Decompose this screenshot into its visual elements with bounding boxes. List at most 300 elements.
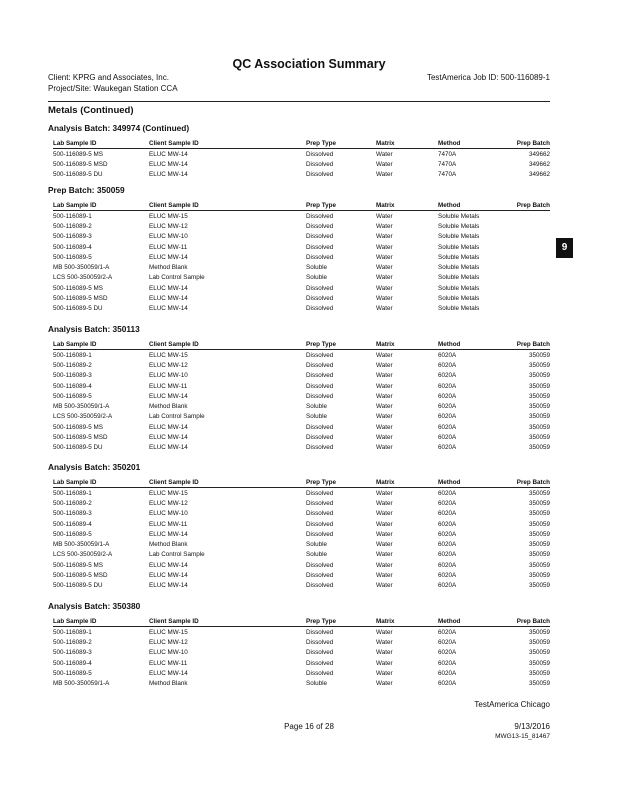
cell-lab: 500-116089-5 MS bbox=[53, 423, 103, 431]
cell-client: ELUC MW-15 bbox=[149, 489, 188, 497]
table-row bbox=[53, 627, 550, 638]
cell-lab: 500-116089-3 bbox=[53, 372, 92, 380]
cell-matrix: Water bbox=[376, 434, 393, 442]
cell-client: ELUC MW-14 bbox=[149, 150, 188, 158]
cell-matrix: Water bbox=[376, 444, 393, 452]
cell-method: 6020A bbox=[438, 382, 457, 390]
cell-prep: Dissolved bbox=[306, 160, 334, 168]
cell-batch: 350059 bbox=[528, 499, 550, 507]
cell-lab: 500-116089-5 MSD bbox=[53, 295, 108, 303]
cell-prep: Dissolved bbox=[306, 305, 334, 313]
cell-prep: Dissolved bbox=[306, 561, 334, 569]
cell-prep: Dissolved bbox=[306, 295, 334, 303]
cell-matrix: Water bbox=[376, 423, 393, 431]
project-site: Project/Site: Waukegan Station CCA bbox=[48, 84, 178, 93]
table-row bbox=[53, 560, 550, 570]
cell-prep: Dissolved bbox=[306, 489, 334, 497]
table-row bbox=[53, 350, 550, 361]
cell-prep: Dissolved bbox=[306, 520, 334, 528]
cell-method: Soluble Metals bbox=[438, 243, 480, 251]
cell-client: ELUC MW-14 bbox=[149, 160, 188, 168]
cell-prep: Dissolved bbox=[306, 510, 334, 518]
cell-matrix: Water bbox=[376, 212, 393, 220]
cell-lab: 500-116089-2 bbox=[53, 361, 92, 369]
cell-prep: Dissolved bbox=[306, 628, 334, 636]
batch-heading: Analysis Batch: 350380 bbox=[48, 601, 141, 611]
cell-matrix: Water bbox=[376, 171, 393, 179]
table-row bbox=[53, 401, 550, 411]
cell-batch: 350059 bbox=[528, 489, 550, 497]
cell-matrix: Water bbox=[376, 372, 393, 380]
cell-method: 6020A bbox=[438, 669, 457, 677]
batch-table bbox=[53, 477, 550, 591]
cell-method: 6020A bbox=[438, 489, 457, 497]
cell-client: ELUC MW-14 bbox=[149, 253, 188, 261]
cell-batch: 350059 bbox=[528, 392, 550, 400]
cell-batch: 350059 bbox=[528, 572, 550, 580]
table-row bbox=[53, 360, 550, 370]
cell-lab: 500-116089-5 bbox=[53, 530, 92, 538]
cell-prep: Dissolved bbox=[306, 351, 334, 359]
cell-prep: Dissolved bbox=[306, 649, 334, 657]
table-row bbox=[53, 149, 550, 160]
cell-lab: 500-116089-2 bbox=[53, 222, 92, 230]
cell-client: ELUC MW-15 bbox=[149, 351, 188, 359]
cell-method: Soluble Metals bbox=[438, 222, 480, 230]
column-header-lab: Lab Sample ID bbox=[53, 200, 149, 211]
cell-method: 7470A bbox=[438, 171, 457, 179]
cell-method: 6020A bbox=[438, 392, 457, 400]
table-row bbox=[53, 170, 550, 180]
cell-client: ELUC MW-14 bbox=[149, 284, 188, 292]
table-row bbox=[53, 221, 550, 231]
cell-client: ELUC MW-14 bbox=[149, 295, 188, 303]
cell-client: ELUC MW-14 bbox=[149, 530, 188, 538]
column-header-batch: Prep Batch bbox=[504, 616, 550, 627]
column-header-prep: Prep Type bbox=[306, 200, 376, 211]
cell-method: 7470A bbox=[438, 150, 457, 158]
cell-batch bbox=[504, 293, 550, 303]
table-row bbox=[53, 262, 550, 272]
cell-batch bbox=[504, 221, 550, 231]
column-header-client: Client Sample ID bbox=[149, 477, 306, 488]
cell-batch: 350059 bbox=[528, 423, 550, 431]
cell-prep: Soluble bbox=[306, 264, 328, 272]
cell-client: ELUC MW-14 bbox=[149, 561, 188, 569]
table-row bbox=[53, 391, 550, 401]
cell-lab: 500-116089-5 MS bbox=[53, 284, 103, 292]
cell-client: ELUC MW-10 bbox=[149, 649, 188, 657]
column-header-matrix: Matrix bbox=[376, 138, 438, 149]
cell-batch: 350059 bbox=[528, 510, 550, 518]
cell-lab: 500-116089-5 MSD bbox=[53, 572, 108, 580]
cell-lab: MB 500-350059/1-A bbox=[53, 680, 110, 688]
cell-method: 6020A bbox=[438, 638, 457, 646]
cell-method: Soluble Metals bbox=[438, 253, 480, 261]
table-row bbox=[53, 550, 550, 560]
cell-batch bbox=[504, 262, 550, 272]
cell-method: 6020A bbox=[438, 423, 457, 431]
cell-method: 6020A bbox=[438, 649, 457, 657]
cell-matrix: Water bbox=[376, 233, 393, 241]
column-header-prep: Prep Type bbox=[306, 477, 376, 488]
cell-batch: 350059 bbox=[528, 561, 550, 569]
cell-matrix: Water bbox=[376, 541, 393, 549]
cell-client: ELUC MW-12 bbox=[149, 361, 188, 369]
cell-prep: Soluble bbox=[306, 413, 328, 421]
cell-client: ELUC MW-14 bbox=[149, 305, 188, 313]
cell-client: ELUC MW-11 bbox=[149, 520, 188, 528]
cell-batch: 350059 bbox=[528, 413, 550, 421]
cell-lab: 500-116089-5 MSD bbox=[53, 160, 108, 168]
cell-matrix: Water bbox=[376, 295, 393, 303]
cell-method: 6020A bbox=[438, 403, 457, 411]
cell-client: ELUC MW-11 bbox=[149, 243, 188, 251]
page-number: Page 16 of 28 bbox=[284, 722, 334, 731]
cell-batch: 350059 bbox=[528, 520, 550, 528]
cell-prep: Soluble bbox=[306, 403, 328, 411]
table-row bbox=[53, 498, 550, 508]
cell-batch: 350059 bbox=[528, 403, 550, 411]
batch-heading: Analysis Batch: 350113 bbox=[48, 324, 140, 334]
column-header-method: Method bbox=[438, 200, 504, 211]
cell-matrix: Water bbox=[376, 561, 393, 569]
cell-prep: Dissolved bbox=[306, 659, 334, 667]
table-row bbox=[53, 509, 550, 519]
cell-matrix: Water bbox=[376, 649, 393, 657]
cell-batch bbox=[504, 304, 550, 314]
cell-matrix: Water bbox=[376, 669, 393, 677]
cell-prep: Dissolved bbox=[306, 212, 334, 220]
table-row bbox=[53, 242, 550, 252]
column-header-lab: Lab Sample ID bbox=[53, 616, 149, 627]
cell-client: Method Blank bbox=[149, 403, 188, 411]
column-header-lab: Lab Sample ID bbox=[53, 138, 149, 149]
cell-client: ELUC MW-14 bbox=[149, 572, 188, 580]
table-row bbox=[53, 422, 550, 432]
table-row bbox=[53, 412, 550, 422]
cell-lab: 500-116089-5 DU bbox=[53, 305, 103, 313]
cell-lab: 500-116089-4 bbox=[53, 659, 92, 667]
cell-client: ELUC MW-15 bbox=[149, 628, 188, 636]
cell-lab: 500-116089-1 bbox=[53, 628, 92, 636]
table-row bbox=[53, 668, 550, 678]
cell-batch: 349662 bbox=[528, 150, 550, 158]
cell-method: Soluble Metals bbox=[438, 295, 480, 303]
cell-method: Soluble Metals bbox=[438, 264, 480, 272]
cell-batch: 350059 bbox=[528, 680, 550, 688]
cell-client: ELUC MW-10 bbox=[149, 510, 188, 518]
cell-matrix: Water bbox=[376, 253, 393, 261]
cell-lab: 500-116089-5 MS bbox=[53, 561, 103, 569]
column-header-method: Method bbox=[438, 339, 504, 350]
cell-method: 6020A bbox=[438, 361, 457, 369]
cell-batch: 350059 bbox=[528, 541, 550, 549]
cell-batch bbox=[504, 211, 550, 222]
cell-method: 6020A bbox=[438, 628, 457, 636]
cell-prep: Dissolved bbox=[306, 499, 334, 507]
cell-lab: 500-116089-5 DU bbox=[53, 444, 103, 452]
column-header-method: Method bbox=[438, 616, 504, 627]
cell-client: Method Blank bbox=[149, 680, 188, 688]
cell-client: ELUC MW-11 bbox=[149, 659, 188, 667]
cell-lab: 500-116089-3 bbox=[53, 510, 92, 518]
cell-prep: Dissolved bbox=[306, 392, 334, 400]
cell-method: 6020A bbox=[438, 572, 457, 580]
cell-method: Soluble Metals bbox=[438, 284, 480, 292]
cell-method: 6020A bbox=[438, 351, 457, 359]
cell-prep: Dissolved bbox=[306, 382, 334, 390]
cell-matrix: Water bbox=[376, 499, 393, 507]
cell-method: 6020A bbox=[438, 510, 457, 518]
cell-batch: 350059 bbox=[528, 628, 550, 636]
batch-table bbox=[53, 339, 550, 453]
table-row bbox=[53, 273, 550, 283]
cell-matrix: Water bbox=[376, 382, 393, 390]
cell-prep: Dissolved bbox=[306, 222, 334, 230]
cell-client: Lab Control Sample bbox=[149, 274, 205, 282]
table-row bbox=[53, 252, 550, 262]
cell-lab: 500-116089-2 bbox=[53, 638, 92, 646]
table-row bbox=[53, 519, 550, 529]
cell-batch: 349662 bbox=[528, 171, 550, 179]
cell-lab: LCS 500-350059/2-A bbox=[53, 551, 113, 559]
cell-batch: 350059 bbox=[528, 659, 550, 667]
cell-client: ELUC MW-10 bbox=[149, 372, 188, 380]
table-row bbox=[53, 529, 550, 539]
cell-client: ELUC MW-14 bbox=[149, 392, 188, 400]
column-header-lab: Lab Sample ID bbox=[53, 339, 149, 350]
column-header-client: Client Sample ID bbox=[149, 138, 306, 149]
cell-matrix: Water bbox=[376, 150, 393, 158]
cell-method: Soluble Metals bbox=[438, 212, 480, 220]
column-header-matrix: Matrix bbox=[376, 339, 438, 350]
cell-client: ELUC MW-14 bbox=[149, 669, 188, 677]
cell-method: Soluble Metals bbox=[438, 305, 480, 313]
cell-method: 6020A bbox=[438, 551, 457, 559]
cell-lab: 500-116089-4 bbox=[53, 382, 92, 390]
cell-method: 6020A bbox=[438, 541, 457, 549]
cell-batch bbox=[504, 242, 550, 252]
cell-lab: 500-116089-3 bbox=[53, 233, 92, 241]
cell-prep: Dissolved bbox=[306, 530, 334, 538]
column-header-batch: Prep Batch bbox=[504, 138, 550, 149]
cell-batch bbox=[504, 252, 550, 262]
cell-lab: LCS 500-350059/2-A bbox=[53, 413, 113, 421]
cell-batch: 350059 bbox=[528, 582, 550, 590]
cell-matrix: Water bbox=[376, 638, 393, 646]
cell-prep: Dissolved bbox=[306, 669, 334, 677]
cell-prep: Dissolved bbox=[306, 253, 334, 261]
table-row bbox=[53, 432, 550, 442]
cell-prep: Dissolved bbox=[306, 171, 334, 179]
cell-client: Method Blank bbox=[149, 541, 188, 549]
table-row bbox=[53, 304, 550, 314]
cell-method: 6020A bbox=[438, 372, 457, 380]
cell-client: ELUC MW-14 bbox=[149, 444, 188, 452]
table-row bbox=[53, 581, 550, 591]
cell-lab: MB 500-350059/1-A bbox=[53, 264, 110, 272]
batch-table bbox=[53, 200, 550, 314]
cell-batch: 350059 bbox=[528, 444, 550, 452]
page-title: QC Association Summary bbox=[232, 57, 386, 71]
cell-lab: 500-116089-5 MSD bbox=[53, 434, 108, 442]
table-row bbox=[53, 570, 550, 580]
cell-lab: 500-116089-3 bbox=[53, 649, 92, 657]
cell-matrix: Water bbox=[376, 551, 393, 559]
cell-matrix: Water bbox=[376, 305, 393, 313]
cell-matrix: Water bbox=[376, 582, 393, 590]
cell-matrix: Water bbox=[376, 680, 393, 688]
table-row bbox=[53, 678, 550, 688]
cell-lab: 500-116089-1 bbox=[53, 351, 92, 359]
cell-prep: Dissolved bbox=[306, 434, 334, 442]
cell-client: ELUC MW-14 bbox=[149, 171, 188, 179]
header-rule bbox=[48, 101, 550, 102]
cell-client: ELUC MW-14 bbox=[149, 582, 188, 590]
cell-batch: 350059 bbox=[528, 530, 550, 538]
cell-matrix: Water bbox=[376, 274, 393, 282]
column-header-matrix: Matrix bbox=[376, 616, 438, 627]
column-header-prep: Prep Type bbox=[306, 339, 376, 350]
cell-method: 6020A bbox=[438, 444, 457, 452]
cell-prep: Dissolved bbox=[306, 243, 334, 251]
footer-company: TestAmerica Chicago bbox=[474, 700, 550, 709]
cell-batch: 349662 bbox=[528, 160, 550, 168]
cell-lab: 500-116089-5 DU bbox=[53, 171, 103, 179]
cell-prep: Dissolved bbox=[306, 284, 334, 292]
cell-client: ELUC MW-12 bbox=[149, 638, 188, 646]
column-header-lab: Lab Sample ID bbox=[53, 477, 149, 488]
batch-heading: Prep Batch: 350059 bbox=[48, 185, 125, 195]
cell-batch: 350059 bbox=[528, 669, 550, 677]
cell-matrix: Water bbox=[376, 392, 393, 400]
cell-prep: Dissolved bbox=[306, 638, 334, 646]
cell-lab: LCS 500-350059/2-A bbox=[53, 274, 113, 282]
cell-method: 6020A bbox=[438, 561, 457, 569]
cell-batch bbox=[504, 232, 550, 242]
batch-table bbox=[53, 138, 550, 180]
client-name: Client: KPRG and Associates, Inc. bbox=[48, 73, 169, 82]
cell-client: ELUC MW-11 bbox=[149, 382, 188, 390]
cell-lab: 500-116089-5 bbox=[53, 253, 92, 261]
cell-method: 6020A bbox=[438, 659, 457, 667]
batch-heading: Analysis Batch: 349974 (Continued) bbox=[48, 123, 190, 133]
cell-client: ELUC MW-14 bbox=[149, 423, 188, 431]
table-row bbox=[53, 488, 550, 499]
column-header-matrix: Matrix bbox=[376, 200, 438, 211]
column-header-batch: Prep Batch bbox=[504, 200, 550, 211]
cell-matrix: Water bbox=[376, 510, 393, 518]
table-row bbox=[53, 232, 550, 242]
cell-matrix: Water bbox=[376, 413, 393, 421]
cell-prep: Dissolved bbox=[306, 372, 334, 380]
cell-matrix: Water bbox=[376, 351, 393, 359]
column-header-matrix: Matrix bbox=[376, 477, 438, 488]
cell-batch: 350059 bbox=[528, 372, 550, 380]
cell-method: 6020A bbox=[438, 434, 457, 442]
cell-lab: 500-116089-5 bbox=[53, 392, 92, 400]
column-header-client: Client Sample ID bbox=[149, 339, 306, 350]
job-id: TestAmerica Job ID: 500-116089-1 bbox=[426, 73, 550, 82]
cell-prep: Dissolved bbox=[306, 572, 334, 580]
column-header-method: Method bbox=[438, 477, 504, 488]
cell-client: ELUC MW-12 bbox=[149, 499, 188, 507]
cell-client: Method Blank bbox=[149, 264, 188, 272]
section-tab[interactable]: 9 bbox=[556, 238, 573, 258]
cell-client: Lab Control Sample bbox=[149, 551, 205, 559]
column-header-client: Client Sample ID bbox=[149, 200, 306, 211]
table-row bbox=[53, 211, 550, 222]
cell-client: ELUC MW-12 bbox=[149, 222, 188, 230]
cell-prep: Soluble bbox=[306, 551, 328, 559]
cell-prep: Soluble bbox=[306, 541, 328, 549]
cell-prep: Dissolved bbox=[306, 361, 334, 369]
cell-client: Lab Control Sample bbox=[149, 413, 205, 421]
cell-prep: Dissolved bbox=[306, 150, 334, 158]
cell-prep: Soluble bbox=[306, 274, 328, 282]
cell-lab: MB 500-350059/1-A bbox=[53, 403, 110, 411]
cell-lab: 500-116089-5 MS bbox=[53, 150, 103, 158]
cell-method: 6020A bbox=[438, 530, 457, 538]
cell-matrix: Water bbox=[376, 489, 393, 497]
cell-batch bbox=[504, 273, 550, 283]
cell-method: 6020A bbox=[438, 582, 457, 590]
table-row bbox=[53, 648, 550, 658]
cell-lab: 500-116089-5 bbox=[53, 669, 92, 677]
cell-matrix: Water bbox=[376, 403, 393, 411]
cell-matrix: Water bbox=[376, 264, 393, 272]
cell-lab: 500-116089-1 bbox=[53, 489, 92, 497]
cell-batch: 350059 bbox=[528, 434, 550, 442]
cell-lab: 500-116089-1 bbox=[53, 212, 92, 220]
cell-batch bbox=[504, 283, 550, 293]
cell-batch: 350059 bbox=[528, 649, 550, 657]
cell-method: 6020A bbox=[438, 413, 457, 421]
cell-matrix: Water bbox=[376, 361, 393, 369]
cell-prep: Soluble bbox=[306, 680, 328, 688]
cell-matrix: Water bbox=[376, 628, 393, 636]
column-header-prep: Prep Type bbox=[306, 616, 376, 627]
cell-lab: 500-116089-5 DU bbox=[53, 582, 103, 590]
table-row bbox=[53, 637, 550, 647]
cell-prep: Dissolved bbox=[306, 423, 334, 431]
table-row bbox=[53, 443, 550, 453]
cell-lab: 500-116089-2 bbox=[53, 499, 92, 507]
cell-batch: 350059 bbox=[528, 361, 550, 369]
table-row bbox=[53, 371, 550, 381]
column-header-prep: Prep Type bbox=[306, 138, 376, 149]
cell-method: 6020A bbox=[438, 499, 457, 507]
section-heading: Metals (Continued) bbox=[48, 105, 134, 116]
cell-method: Soluble Metals bbox=[438, 274, 480, 282]
cell-lab: 500-116089-4 bbox=[53, 520, 92, 528]
cell-batch: 350059 bbox=[528, 382, 550, 390]
column-header-client: Client Sample ID bbox=[149, 616, 306, 627]
cell-matrix: Water bbox=[376, 243, 393, 251]
cell-method: 6020A bbox=[438, 520, 457, 528]
cell-prep: Dissolved bbox=[306, 444, 334, 452]
table-row bbox=[53, 381, 550, 391]
cell-lab: 500-116089-4 bbox=[53, 243, 92, 251]
document-code: MWG13-15_81467 bbox=[495, 733, 550, 740]
cell-batch: 350059 bbox=[528, 351, 550, 359]
cell-method: 6020A bbox=[438, 680, 457, 688]
table-row bbox=[53, 159, 550, 169]
cell-matrix: Water bbox=[376, 520, 393, 528]
batch-heading: Analysis Batch: 350201 bbox=[48, 462, 141, 472]
cell-matrix: Water bbox=[376, 530, 393, 538]
